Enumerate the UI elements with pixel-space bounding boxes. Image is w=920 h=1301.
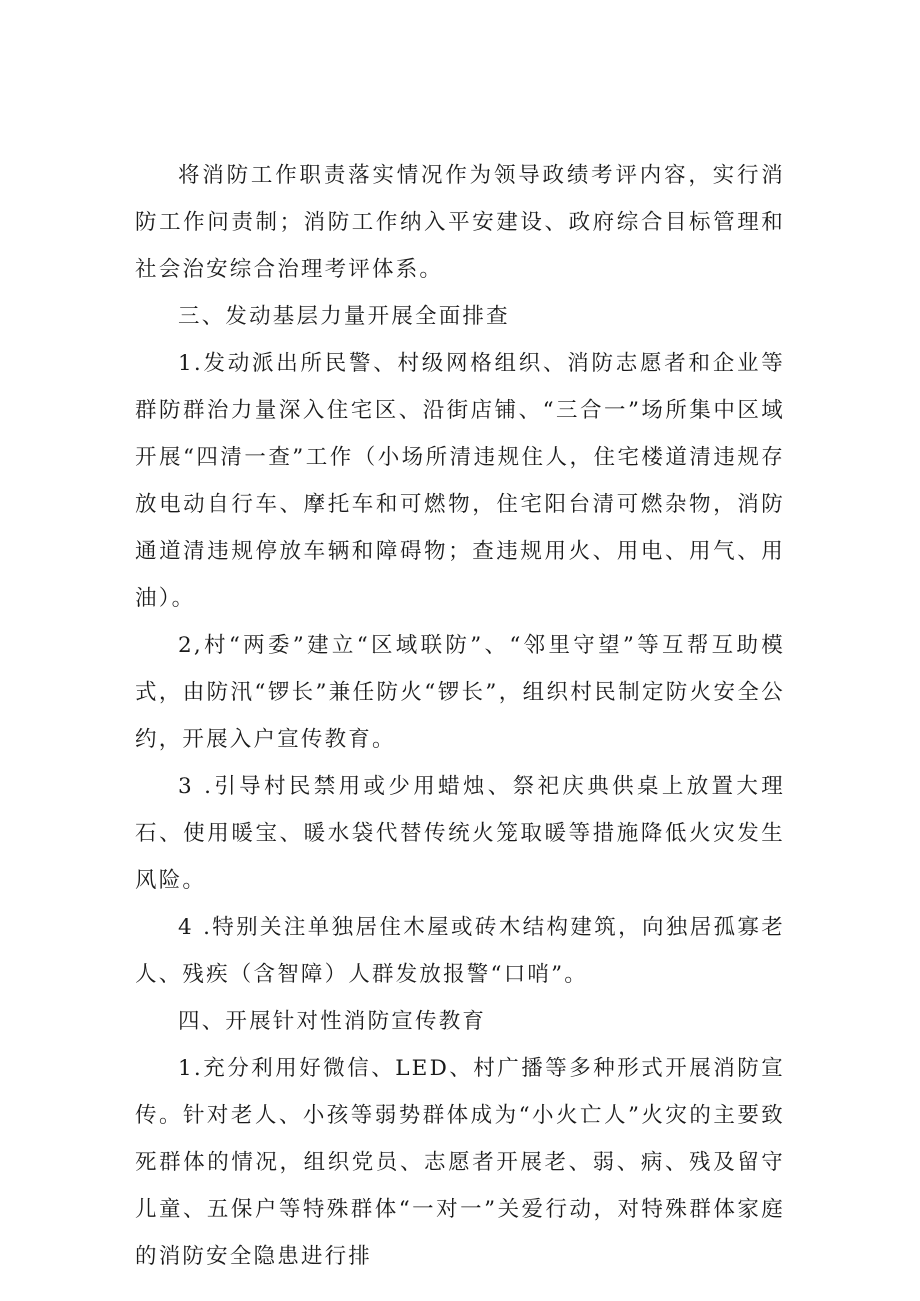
document-body — [135, 152, 785, 1280]
paragraph-item-3-1: 1.发动派出所民警、村级网格组织、消防志愿者和企业等群防群治力量深入住宅区、沿街店铺、“三合一”场所集中区域开展“四清一查”工作（小场所清违规住人，住宅楼道清违规存放电动自行车、摩托车和可燃物，住宅阳台清可燃杂物，消防通道清违规停放车辆和障碍物；查违规用火、用电、用气、用油）。 — [135, 351, 785, 611]
paragraph-item-3-2: 2,村“两委”建立“区域联防”、“邻里守望”等互帮互助模式，由防汛“锣长”兼任防火“锣长”，组织村民制定防火安全公约，开展入户宣传教育。 — [135, 633, 785, 752]
section-heading-4: 四、开展针对性消防宣传教育 — [178, 1009, 487, 1034]
paragraph-item-4-1: 1.充分利用好微信、LED、村广播等多种形式开展消防宣传。针对老人、小孩等弱势群体成为“小火亡人”火灾的主要致死群体的情况，组织党员、志愿者开展老、弱、病、残及留守儿童、五保户等特殊群体“一对一”关爱行动，对特殊群体家庭的消防安全隐患进行排 — [135, 1056, 785, 1269]
paragraph-item-3-4: 4 .特别关注单独居住木屋或砖木结构建筑，向独居孤寡老人、残疾（含智障）人群发放报警“口哨”。 — [135, 915, 785, 987]
paragraph-responsibility-assessment: 将消防工作职责落实情况作为领导政绩考评内容，实行消防工作问责制；消防工作纳入平安建设、政府综合目标管理和社会治安综合治理考评体系。 — [135, 163, 785, 282]
section-heading-3: 三、发动基层力量开展全面排查 — [178, 304, 510, 329]
paragraph-item-3-3: 3 .引导村民禁用或少用蜡烛、祭祀庆典供桌上放置大理石、使用暖宝、暖水袋代替传统火笼取暖等措施降低火灾发生风险。 — [135, 774, 785, 893]
